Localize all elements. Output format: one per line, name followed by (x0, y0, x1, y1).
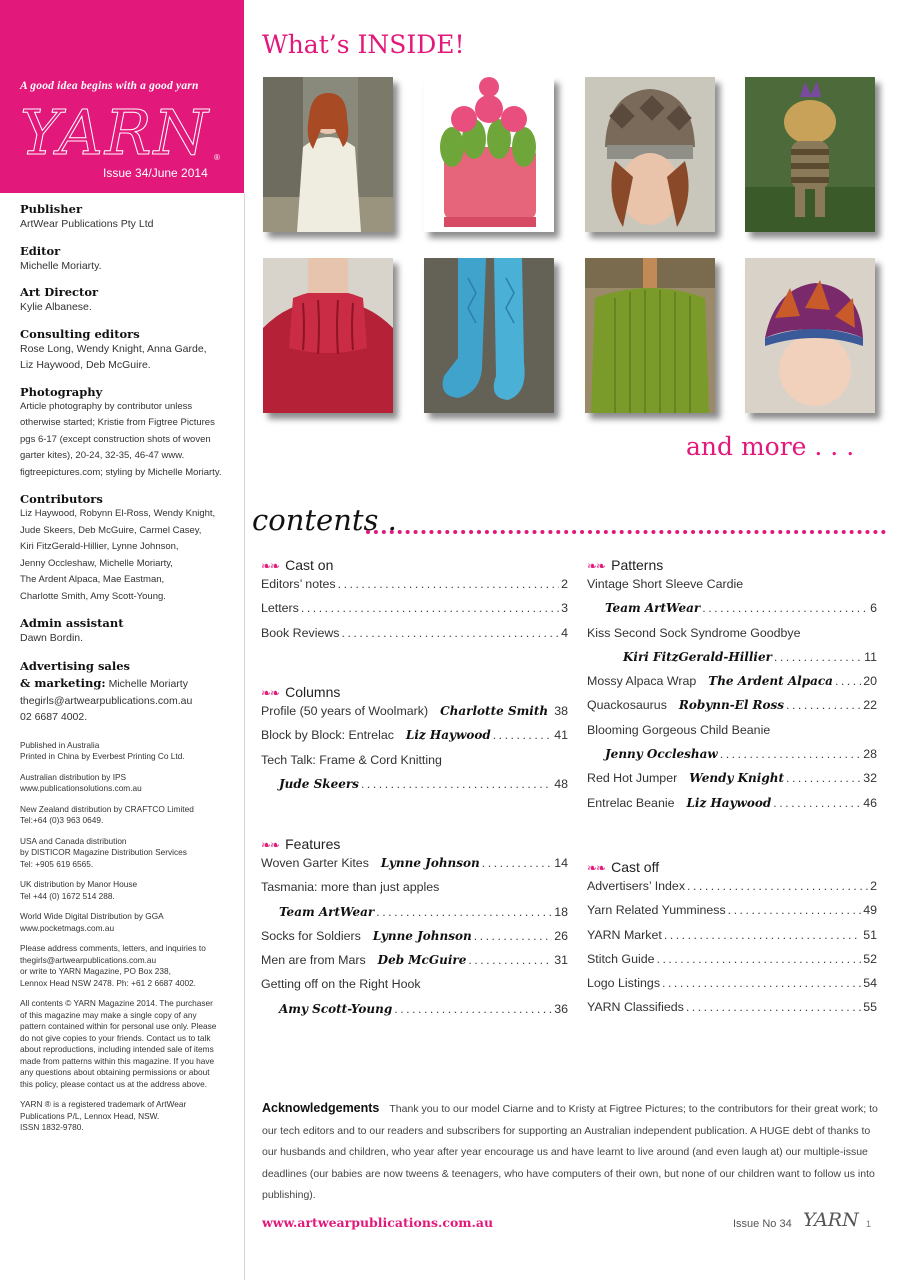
footer-issue: Issue No 34 (733, 1218, 792, 1230)
toc-leader-dots (342, 626, 560, 640)
toc-leader-dots (482, 856, 552, 870)
toc-leader-dots (468, 953, 552, 967)
section-features (261, 836, 340, 852)
note-line: by DISTICOR Magazine Distribution Services (20, 847, 187, 857)
photo-tea-cosy (424, 77, 554, 232)
toc-entry[interactable] (261, 753, 568, 777)
toc-page-number: 41 (554, 728, 568, 743)
toc-title: Red Hot Jumper (587, 771, 678, 786)
photo-vintage-cardie (585, 258, 715, 413)
toc-leader-dots (301, 601, 559, 615)
credit-heading: Contributors (20, 492, 103, 506)
toc-entry[interactable] (261, 905, 568, 929)
toc-entry[interactable] (587, 903, 877, 927)
note-line: do not give copies to your friends. Contact us to talk (20, 1032, 211, 1043)
toc-leader-dots (687, 879, 868, 893)
credit-heading: Art Director (20, 285, 99, 299)
toc-title: Stitch Guide (587, 951, 655, 966)
issue-label: Issue 34/June 2014 (103, 166, 208, 180)
credit-line: Rose Long, Wendy Knight, Anna Garde, (20, 342, 207, 355)
toc-leader-dots (361, 777, 552, 791)
credit-line: Kiri FitzGerald-Hillier, Lynne Johnson, (20, 541, 179, 552)
publication-note (20, 911, 236, 934)
advertising-email[interactable]: thegirls@artwearpublications.com.au (20, 694, 193, 707)
credit-line: Jenny Occleshaw, Michelle Moriarty, (20, 557, 173, 569)
note-line: ISSN 1832-9780. (20, 1122, 84, 1132)
section-ornament-icon: ❧❧ (261, 838, 280, 852)
credit-line: Charlotte Smith, Amy Scott-Young. (20, 590, 166, 602)
toc-title: Advertisers’ Index (587, 879, 686, 893)
toc-entry[interactable] (587, 747, 877, 771)
toc-entry[interactable] (261, 929, 568, 953)
section-ornament-icon: ❧❧ (261, 686, 280, 700)
toc-entry[interactable] (261, 777, 568, 801)
note-line: thegirls@artwearpublications.com.au (20, 954, 157, 965)
note-line: pattern contained within for personal use only. Please (20, 1021, 217, 1031)
credit-line: otherwise started; Kristie from Figtree Pictures (20, 417, 215, 428)
toc-page-number: 2 (870, 879, 877, 893)
toc-author: Jude Skeers (279, 776, 359, 791)
credit-line: Kylie Albanese. (20, 301, 92, 313)
toc-entry[interactable] (587, 1000, 877, 1024)
toc-author: Amy Scott-Young (279, 1001, 393, 1016)
toc-features (261, 856, 568, 1026)
toc-author: Team ArtWear (605, 601, 701, 616)
section-title: Patterns (611, 557, 664, 573)
note-line: www.pocketmags.com.au (20, 922, 115, 933)
note-line: of this magazine may make a single copy of any (20, 1009, 197, 1020)
toc-entry[interactable] (587, 698, 877, 722)
toc-title: Letters (261, 601, 299, 616)
toc-page-number: 46 (863, 795, 877, 810)
photo-mossy-alpaca-wrap (263, 77, 393, 232)
advertising-phone: 02 6687 4002. (20, 711, 88, 723)
page-number: 1 (866, 1219, 872, 1229)
publication-note (20, 836, 236, 871)
section-ornament-icon: ❧❧ (587, 559, 606, 573)
toc-page-number: 6 (870, 601, 877, 616)
note-line: this policy, please contact us at the address above. (20, 1078, 208, 1089)
inside-title: What’s INSIDE! (262, 30, 465, 59)
advertising-name: Michelle Moriarty (105, 678, 188, 690)
section-title: Columns (285, 684, 341, 700)
toc-page-number: 54 (863, 976, 877, 991)
note-line: or write to YARN Magazine, PO Box 238, (20, 966, 171, 976)
note-line: Published in Australia (20, 739, 100, 750)
note-line: Tel: +905 619 6565. (20, 858, 94, 869)
toc-title: Socks for Soldiers (261, 928, 361, 943)
note-line: Lennox Head NSW 2478. Ph: +61 2 6687 4002. (20, 977, 196, 988)
note-line: New Zealand distribution by CRAFTCO Limited (20, 803, 194, 814)
toc-leader-dots (394, 1002, 552, 1016)
section-cast-off (587, 859, 659, 875)
note-line: USA and Canada distribution (20, 835, 127, 846)
toc-title: Quackosaurus (587, 698, 667, 713)
toc-title: Men are from Mars (261, 953, 366, 968)
credit-line: Dawn Bordin. (20, 632, 84, 644)
toc-author: Kiri FitzGerald-Hillier (623, 649, 772, 664)
toc-patterns (587, 577, 877, 820)
toc-entry[interactable] (587, 771, 877, 795)
toc-entry[interactable] (261, 856, 568, 880)
toc-entry[interactable] (261, 977, 568, 1001)
toc-title: Entrelac Beanie (587, 795, 675, 810)
toc-page-number: 26 (554, 928, 568, 943)
toc-entry[interactable] (587, 723, 877, 747)
toc-page-number: 2 (561, 577, 568, 591)
toc-entry[interactable] (261, 704, 568, 728)
credit-text (20, 399, 236, 482)
credit-line: Liz Haywood, Deb McGuire. (20, 359, 151, 371)
toc-page-number: 22 (863, 698, 877, 713)
toc-page-number: 18 (554, 904, 568, 919)
toc-entry[interactable] (587, 976, 877, 1000)
toc-leader-dots (702, 601, 868, 615)
toc-title: Mossy Alpaca Wrap (587, 674, 697, 689)
toc-title: Getting off on the Right Hook (261, 977, 421, 992)
sidebar-divider (244, 193, 245, 1280)
toc-leader-dots (338, 577, 559, 591)
toc-author: Charlotte Smith (440, 704, 549, 718)
toc-entry[interactable] (587, 577, 877, 601)
publication-note (20, 740, 236, 763)
acknowledgements-head: Acknowledgements (262, 1101, 380, 1115)
toc-title: Yarn Related Yumminess (587, 903, 726, 918)
toc-title: Logo Listings (587, 976, 661, 991)
toc-page-number: 36 (554, 1001, 568, 1016)
note-line: Please address comments, letters, and inquiries to (20, 943, 206, 953)
toc-entry[interactable] (261, 728, 568, 752)
credit-line: figtreepictures.com; styling by Michelle Moriarty. (20, 466, 222, 478)
publication-note (20, 879, 236, 902)
credit-line: The Ardent Alpaca, Mae Eastman, (20, 574, 165, 585)
publication-note (20, 943, 236, 989)
toc-leader-dots (773, 796, 861, 810)
toc-page-number: 55 (863, 1000, 877, 1015)
credit-line: ArtWear Publications Pty Ltd (20, 218, 154, 230)
toc-leader-dots (835, 674, 861, 688)
contents-title: contents . (252, 503, 397, 537)
toc-leader-dots (474, 929, 552, 943)
photo-quackosaurus (745, 77, 875, 232)
toc-entry[interactable] (261, 626, 568, 650)
credit-line: Michelle Moriarty. (20, 259, 102, 272)
toc-title: Blooming Gorgeous Child Beanie (587, 722, 771, 737)
toc-entry[interactable] (261, 577, 568, 601)
credit-line: pgs 6-17 (except construction shots of woven (20, 433, 211, 445)
publication-note (20, 1099, 236, 1134)
toc-author: Lynne Johnson (372, 928, 472, 943)
note-line: about reproductions, including intended sale of items (20, 1044, 214, 1054)
section-title: Features (285, 836, 341, 852)
note-line: YARN ® is a registered trademark of ArtWear (20, 1099, 187, 1109)
toc-page-number: 51 (863, 927, 877, 942)
note-line: World Wide Digital Distribution by GGA (20, 911, 164, 921)
toc-leader-dots (664, 928, 861, 942)
toc-author: Team ArtWear (279, 904, 375, 919)
section-cast-on (261, 557, 333, 573)
credit-text (20, 341, 236, 374)
toc-author: Wendy Knight (689, 771, 784, 786)
toc-page-number: 48 (554, 776, 568, 791)
toc-author: Lynne Johnson (380, 856, 480, 870)
toc-page-number: 52 (863, 951, 877, 966)
toc-leader-dots (657, 952, 862, 966)
publication-note (20, 772, 236, 795)
toc-entry[interactable] (261, 1002, 568, 1026)
credit-line: Liz Haywood, Robynn El-Ross, Wendy Knight, (20, 508, 216, 519)
note-line: Publications P/L, Lennox Head, NSW. (20, 1110, 160, 1121)
section-columns (261, 684, 340, 700)
toc-leader-dots (493, 728, 552, 742)
toc-page-number: 3 (561, 601, 568, 616)
toc-entry[interactable] (261, 953, 568, 977)
advertising-block (20, 658, 236, 726)
credit-text (20, 506, 236, 605)
section-patterns (587, 557, 663, 573)
note-line: www.publicationsolutions.com.au (20, 783, 142, 793)
credit-text (20, 630, 236, 647)
publication-note (20, 998, 236, 1090)
and-more-text: and more . . . (686, 432, 855, 461)
toc-author: Liz Haywood (405, 728, 491, 743)
photo-child-beanie (745, 258, 875, 413)
toc-entry[interactable] (587, 601, 877, 625)
toc-author: The Ardent Alpaca (708, 674, 833, 689)
masthead (0, 0, 244, 193)
note-line: UK distribution by Manor House (20, 879, 138, 889)
credit-text (20, 299, 236, 316)
toc-entry[interactable] (587, 674, 877, 698)
toc-title: Kiss Second Sock Syndrome Goodbye (587, 625, 801, 640)
toc-entry[interactable] (587, 928, 877, 952)
toc-entry[interactable] (587, 796, 877, 820)
photo-socks (424, 258, 554, 413)
credit-line: garter kites), 20-24, 32-35, 46-47 www. (20, 450, 185, 461)
toc-leader-dots (376, 905, 552, 919)
toc-entry[interactable] (261, 601, 568, 625)
toc-page-number: 20 (863, 674, 877, 689)
publication-notes (20, 740, 236, 1134)
toc-entry[interactable] (587, 650, 877, 674)
toc-title: Woven Garter Kites (261, 856, 369, 870)
credits-sidebar (20, 202, 236, 1143)
toc-entry[interactable] (587, 626, 877, 650)
note-line: any questions about obtaining permissions or about (20, 1067, 210, 1077)
credit-heading: Consulting editors (20, 326, 140, 341)
acknowledgements-text: Thank you to our model Ciarne and to Kristy at Figtree Pictures; to the contributors for their great work; to our tech editors and to our readers and subscribers for supporting an Australian independent publication. A HUGE debt of thanks to our husbands and children, who year after year encourage us and have learnt to live around (and even laugh at) our multiple-issue deadlines (our babies are now tweens & teenagers, who have computers of their own, but none of our children want to follow us into publishing). (262, 1103, 878, 1201)
credit-heading: Photography (20, 384, 103, 399)
registered-mark: ® (214, 153, 220, 162)
note-line: All contents © YARN Magazine 2014. The purchaser (20, 998, 213, 1008)
toc-author: Deb McGuire (377, 953, 467, 968)
toc-page-number: 11 (864, 649, 877, 664)
toc-title: Tasmania: more than just apples (261, 880, 440, 895)
toc-page-number: 4 (561, 625, 568, 640)
advertising-head: Advertising sales (20, 658, 131, 673)
note-line: Tel +44 (0) 1672 514 288. (20, 890, 115, 901)
section-title: Cast off (611, 859, 660, 875)
credit-text (20, 258, 236, 275)
credit-heading: Editor (20, 243, 61, 258)
toc-author: Robynn-El Ross (678, 698, 785, 713)
photo-red-hot-jumper (263, 258, 393, 413)
toc-leader-dots (728, 903, 862, 917)
toc-page-number: 38 (554, 704, 568, 718)
toc-title: Profile (50 years of Woolmark) (261, 704, 429, 718)
section-ornament-icon: ❧❧ (587, 861, 606, 875)
toc-leader-dots (774, 650, 862, 664)
toc-leader-dots (720, 747, 861, 761)
toc-page-number: 14 (554, 856, 568, 870)
section-title: Cast on (285, 557, 334, 573)
toc-leader-dots (662, 976, 861, 990)
toc-title: Book Reviews (261, 625, 340, 640)
credit-line: Jude Skeers, Deb McGuire, Carmel Casey, (20, 524, 202, 536)
yarn-logo: YARN (20, 96, 210, 169)
note-line: Australian distribution by IPS (20, 771, 127, 782)
toc-entry[interactable] (587, 952, 877, 976)
toc-cast-on (261, 577, 568, 650)
toc-leader-dots (786, 771, 861, 785)
toc-page-number: 32 (863, 771, 877, 786)
section-ornament-icon: ❧❧ (261, 559, 280, 573)
credit-heading: Admin assistant (20, 616, 124, 630)
toc-cast-off (587, 879, 877, 1025)
toc-page-number: 49 (863, 903, 877, 918)
acknowledgements (262, 1098, 882, 1207)
note-line: made from patterns within this magazine. If you have (20, 1055, 215, 1066)
contents-dotted-rule (366, 528, 886, 534)
toc-author: Jenny Occleshaw (605, 747, 718, 762)
credit-heading: Publisher (20, 202, 82, 216)
toc-page-number: 28 (863, 747, 877, 762)
toc-leader-dots (786, 698, 861, 712)
toc-entry[interactable] (587, 879, 877, 903)
credits-list (20, 202, 236, 647)
toc-title: Block by Block: Entrelac (261, 728, 394, 743)
credit-text (20, 216, 236, 233)
toc-title: Tech Talk: Frame & Cord Knitting (261, 752, 442, 767)
tagline: A good idea begins with a good yarn (20, 80, 199, 92)
toc-title: YARN Market (587, 927, 662, 942)
advertising-head-2: & marketing: (20, 676, 106, 690)
footer-logo: YARN (803, 1209, 859, 1231)
toc-author: Liz Haywood (686, 795, 772, 810)
toc-page-number: 31 (554, 953, 568, 968)
toc-title: YARN Classifieds (587, 1000, 684, 1015)
website-link[interactable]: www.artwearpublications.com.au (262, 1215, 494, 1230)
toc-title: Editors’ notes (261, 577, 336, 591)
toc-leader-dots (686, 1000, 861, 1014)
credit-line: Article photography by contributor unless (20, 400, 193, 412)
publication-note (20, 804, 236, 827)
note-line: Printed in China by Everbest Printing Co Ltd. (20, 751, 185, 761)
toc-title: Vintage Short Sleeve Cardie (587, 577, 744, 591)
note-line: Tel:+64 (0)3 963 0649. (20, 815, 104, 825)
toc-columns (261, 704, 568, 801)
toc-entry[interactable] (261, 880, 568, 904)
photo-entrelac-beanie (585, 77, 715, 232)
